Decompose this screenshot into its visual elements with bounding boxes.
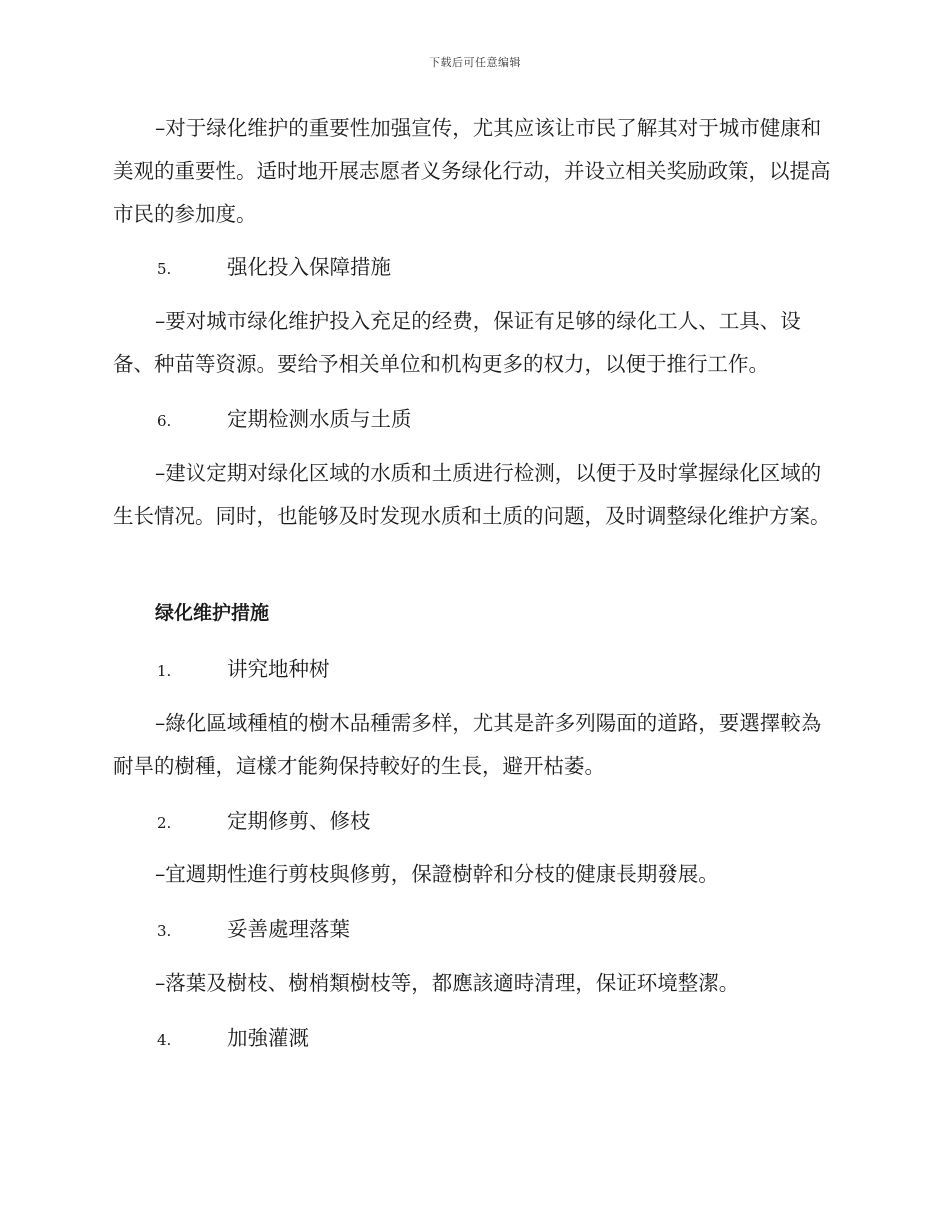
list-item-5 — [113, 252, 838, 284]
list-item-3 — [113, 914, 838, 946]
paragraph-text: –宜週期性進行剪枝與修剪，保證樹幹和分枝的健康長期發展。 — [155, 862, 719, 886]
paragraph-investment — [113, 300, 838, 386]
paragraph-publicity — [113, 107, 838, 236]
list-number: 2. — [157, 814, 172, 832]
paragraph-planting — [113, 702, 838, 788]
paragraph-text: –綠化區域種植的樹木品種需多样，尤其是許多列陽面的道路，要選擇較為耐旱的樹種，這樣才能夠保持較好的生長，避开枯萎。 — [113, 711, 822, 778]
paragraph-testing — [113, 452, 838, 538]
list-number: 3. — [157, 922, 172, 940]
list-item-4 — [113, 1023, 838, 1055]
list-item-1 — [113, 654, 838, 686]
list-label: 加強灌溉 — [227, 1026, 309, 1050]
header-note: 下载后可任意编辑 — [429, 56, 521, 69]
paragraph-text: –要对城市绿化维护投入充足的经费，保证有足够的绿化工人、工具、设备、种苗等资源。要给予相关单位和机构更多的权力，以便于推行工作。 — [113, 309, 801, 376]
list-label: 定期检测水质与土质 — [227, 407, 412, 431]
list-number: 6. — [157, 412, 172, 430]
list-label: 妥善處理落葉 — [227, 917, 350, 941]
list-label: 定期修剪、修枝 — [227, 809, 371, 833]
list-number: 1. — [157, 662, 172, 680]
list-item-6 — [113, 404, 838, 436]
list-number: 5. — [157, 260, 172, 278]
paragraph-pruning — [113, 853, 838, 896]
list-number: 4. — [157, 1031, 172, 1049]
list-label: 讲究地种树 — [227, 657, 330, 681]
paragraph-text: –落葉及樹枝、樹梢類樹枝等，都應該適時清理，保证环境整潔。 — [155, 971, 740, 995]
paragraph-text: –对于绿化维护的重要性加强宣传，尤其应该让市民了解其对于城市健康和美观的重要性。适时地开展志愿者义务绿化行动，并设立相关奖励政策，以提高市民的参加度。 — [113, 116, 831, 226]
paragraph-text: –建议定期对绿化区域的水质和土质进行检测，以便于及时掌握绿化区域的生长情况。同时，也能够及时发现水质和土质的问题，及时调整绿化维护方案。 — [113, 461, 831, 528]
section-heading-block — [113, 598, 838, 628]
section-heading: 绿化维护措施 — [155, 602, 270, 624]
list-item-2 — [113, 806, 838, 838]
paragraph-leaves — [113, 962, 838, 1005]
list-label: 强化投入保障措施 — [227, 255, 391, 279]
